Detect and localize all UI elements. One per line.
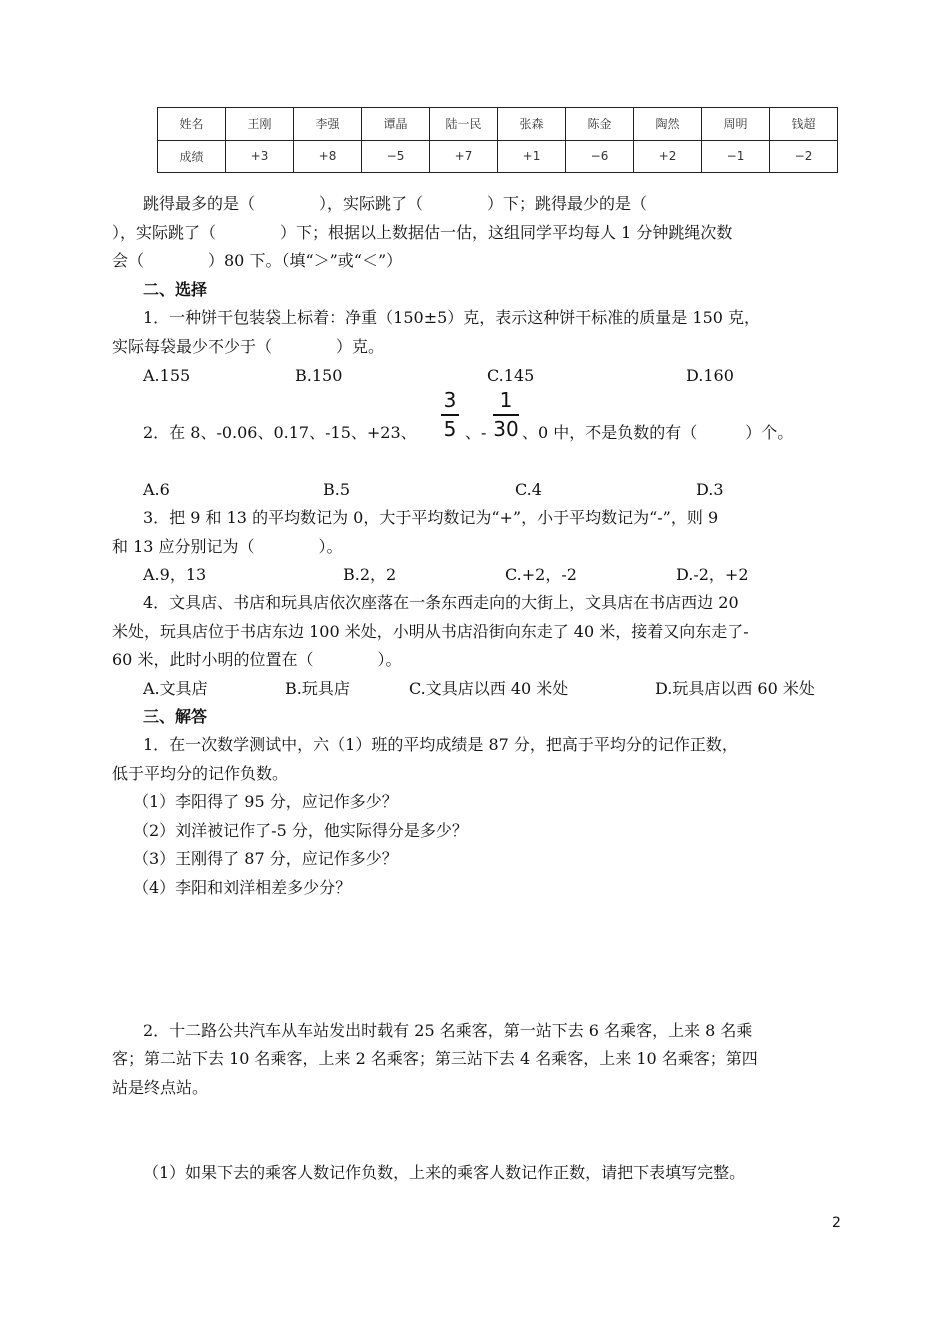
q2-separator: 、-: [465, 423, 487, 442]
p2-subquestion-1: （1）如果下去的乘客人数记作负数，上来的乘客人数记作正数，请把下表填写完整。: [143, 1163, 746, 1182]
fraction-numerator: 1: [499, 388, 513, 412]
p2-line-1: 2．十二路公共汽车从车站发出时载有 25 名乘客，第一站下去 6 名乘客，上来 8 名乘: [143, 1021, 753, 1040]
table-cell: −2: [770, 140, 838, 173]
table-cell: 周明: [702, 108, 770, 141]
q4-option-c: C.文具店以西 40 米处: [409, 679, 569, 698]
q1-option-a: A.155: [143, 366, 191, 385]
page-number: 2: [832, 1215, 841, 1231]
section-title-choice: 二、选择: [143, 280, 208, 299]
q4-option-d: D.玩具店以西 60 米处: [655, 679, 815, 698]
table-cell: +3: [226, 140, 294, 173]
fill-line-3: 会（ ）80 下。（填“＞”或“＜”）: [112, 251, 403, 270]
q2-option-a: A.6: [143, 480, 170, 499]
q1-option-c: C.145: [487, 366, 535, 385]
table-cell: −6: [566, 140, 634, 173]
p2-line-3: 站是终点站。: [112, 1078, 209, 1097]
q1-line-1: 1．一种饼干包装袋上标着：净重（150±5）克，表示这种饼干标准的质量是 150 克，: [143, 308, 761, 327]
q2-option-d: D.3: [696, 480, 724, 499]
p2-line-2: 客；第二站下去 10 名乘客，上来 2 名乘客；第三站下去 4 名乘客，上来 10 名乘客；第四: [112, 1049, 758, 1068]
p1-subquestion-1: （1）李阳得了 95 分，应记作多少？: [133, 792, 398, 811]
q3-option-b: B.2，2: [343, 565, 397, 584]
q4-line-3: 60 米，此时小明的位置在（ ）。: [112, 650, 402, 669]
q3-option-a: A.9，13: [143, 565, 207, 584]
fraction-denominator: 5: [443, 417, 457, 441]
table-cell: +8: [294, 140, 362, 173]
fraction-three-fifths: [441, 389, 459, 445]
p1-line-1: 1．在一次数学测试中，六（1）班的平均成绩是 87 分，把高于平均分的记作正数，: [143, 735, 738, 754]
section-title-solve: 三、解答: [143, 707, 208, 726]
table-cell: 王刚: [226, 108, 294, 141]
q2-prefix: 2．在 8、-0.06、0.17、-15、+23、: [143, 423, 417, 442]
table-header-row: [158, 108, 838, 141]
fraction-bar: [441, 414, 459, 416]
table-cell: +1: [498, 140, 566, 173]
table-cell: −5: [362, 140, 430, 173]
q3-option-c: C.+2，-2: [505, 565, 577, 584]
p1-subquestion-4: （4）李阳和刘洋相差多少分？: [133, 878, 352, 897]
q3-line-1: 3．把 9 和 13 的平均数记为 0，大于平均数记为“+”，小于平均数记为“-”，则 9: [143, 508, 719, 527]
q4-line-2: 米处，玩具店位于书店东边 100 米处，小明从书店沿街向东走了 40 米，接着又向东走了-: [112, 622, 749, 641]
table-cell: 钱超: [770, 108, 838, 141]
q3-option-d: D.-2，+2: [676, 565, 749, 584]
fraction-one-thirtieth: [493, 389, 519, 445]
table-cell: 李强: [294, 108, 362, 141]
fill-line-1: 跳得最多的是（ ），实际跳了（ ）下；跳得最少的是（: [143, 194, 648, 213]
table-cell: 成绩: [158, 140, 226, 173]
q4-line-1: 4．文具店、书店和玩具店依次座落在一条东西走向的大街上，文具店在书店西边 20: [143, 593, 739, 612]
table-cell: −1: [702, 140, 770, 173]
q2-option-c: C.4: [515, 480, 542, 499]
table-cell: 姓名: [158, 108, 226, 141]
p1-subquestion-2: （2）刘洋被记作了-5 分，他实际得分是多少？: [133, 821, 468, 840]
q2-option-b: B.5: [323, 480, 351, 499]
table-cell: 谭晶: [362, 108, 430, 141]
table-row: [158, 140, 838, 173]
table-cell: 陶然: [634, 108, 702, 141]
table-cell: 陈金: [566, 108, 634, 141]
p1-line-2: 低于平均分的记作负数。: [112, 764, 289, 783]
fill-line-2: ），实际跳了（ ）下；根据以上数据估一估，这组同学平均每人 1 分钟跳绳次数: [112, 223, 733, 242]
table-cell: 张森: [498, 108, 566, 141]
table-cell: +7: [430, 140, 498, 173]
q2-suffix: 、0 中，不是负数的有（ ）个。: [522, 423, 794, 442]
q3-line-2: 和 13 应分别记为（ ）。: [112, 537, 343, 556]
q1-option-b: B.150: [295, 366, 343, 385]
fraction-bar: [493, 414, 519, 416]
fraction-numerator: 3: [443, 388, 457, 412]
table-cell: +2: [634, 140, 702, 173]
q1-line-2: 实际每袋最少不少于（ ）克。: [112, 337, 385, 356]
table-cell: 陆一民: [430, 108, 498, 141]
p1-subquestion-3: （3）王刚得了 87 分，应记作多少？: [133, 849, 398, 868]
fraction-denominator: 30: [493, 417, 519, 441]
score-table: [157, 107, 838, 173]
q4-option-b: B.玩具店: [285, 679, 350, 698]
q4-option-a: A.文具店: [143, 679, 208, 698]
q1-option-d: D.160: [686, 366, 734, 385]
